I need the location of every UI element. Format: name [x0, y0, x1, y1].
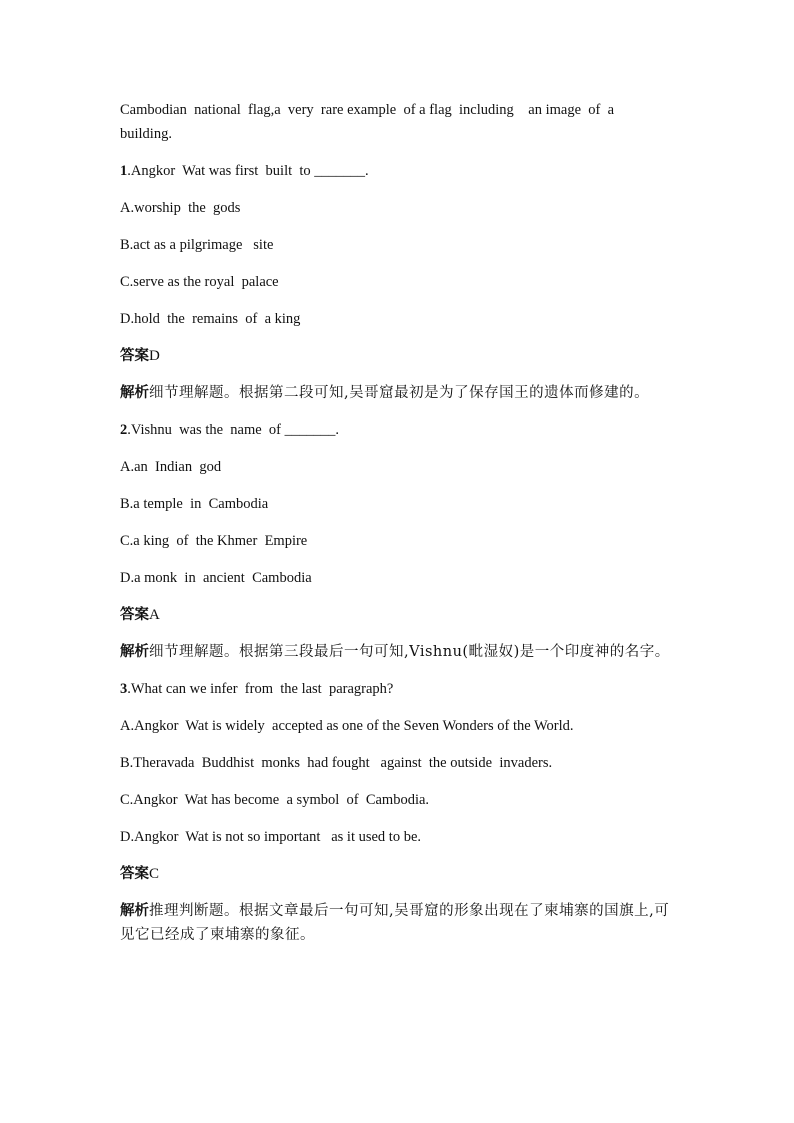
option-b: B.a temple in Cambodia: [120, 496, 269, 512]
intro-line: Cambodian national flag,a very rare example of a flag including an image of a: [120, 102, 615, 118]
analysis-label: 解析: [120, 644, 149, 660]
option-b: B.act as a pilgrimage site: [120, 237, 274, 253]
question-stem: [120, 677, 676, 701]
question-text: .What can we infer from the last paragraph?: [127, 681, 394, 697]
answer-label: 答案: [120, 348, 149, 364]
question-stem: [120, 418, 676, 442]
analysis-paragraph: [120, 381, 676, 405]
answer-label: 答案: [120, 866, 149, 882]
question-number: 1: [120, 163, 128, 179]
option-c: C.Angkor Wat has become a symbol of Cambodia.: [120, 792, 430, 808]
option-d: D.a monk in ancient Cambodia: [120, 570, 312, 586]
answer-value: D: [149, 348, 160, 364]
analysis-text: 推理判断题。根据文章最后一句可知,吴哥窟的形象出现在了柬埔寨的国旗上,可见它已经成了柬埔寨的象征。: [120, 903, 670, 943]
analysis-text: 细节理解题。根据第三段最后一句可知,Vishnu(毗湿奴)是一个印度神的名字。: [149, 644, 670, 660]
question-stem: [120, 159, 676, 183]
intro-paragraph: [120, 98, 676, 146]
intro-line: building.: [120, 126, 172, 142]
option-a: A.worship the gods: [120, 200, 241, 216]
question-number: 3: [120, 681, 128, 697]
question-block: [120, 677, 676, 947]
question-block: [120, 418, 676, 664]
question-block: [120, 159, 676, 405]
analysis-paragraph: [120, 640, 676, 664]
analysis-text: 细节理解题。根据第二段可知,吴哥窟最初是为了保存国王的遗体而修建的。: [149, 385, 650, 401]
option-d: D.Angkor Wat is not so important as it used to be.: [120, 829, 422, 845]
answer-line: [120, 344, 676, 368]
option-a: A.Angkor Wat is widely accepted as one of the Seven Wonders of the World.: [120, 718, 574, 734]
question-text: .Vishnu was the name of _______.: [127, 422, 340, 438]
option-a: A.an Indian god: [120, 459, 222, 475]
option-c: C.serve as the royal palace: [120, 274, 279, 290]
answer-line: [120, 862, 676, 886]
analysis-label: 解析: [120, 903, 149, 919]
option-d: D.hold the remains of a king: [120, 311, 301, 327]
page-content: [120, 98, 676, 960]
answer-line: [120, 603, 676, 627]
question-number: 2: [120, 422, 128, 438]
option-b: B.Theravada Buddhist monks had fought against the outside invaders.: [120, 755, 553, 771]
answer-label: 答案: [120, 607, 149, 623]
question-text: .Angkor Wat was first built to _______.: [127, 163, 369, 179]
analysis-paragraph: [120, 899, 676, 947]
analysis-label: 解析: [120, 385, 149, 401]
answer-value: C: [149, 866, 160, 882]
answer-value: A: [149, 607, 160, 623]
option-c: C.a king of the Khmer Empire: [120, 533, 308, 549]
